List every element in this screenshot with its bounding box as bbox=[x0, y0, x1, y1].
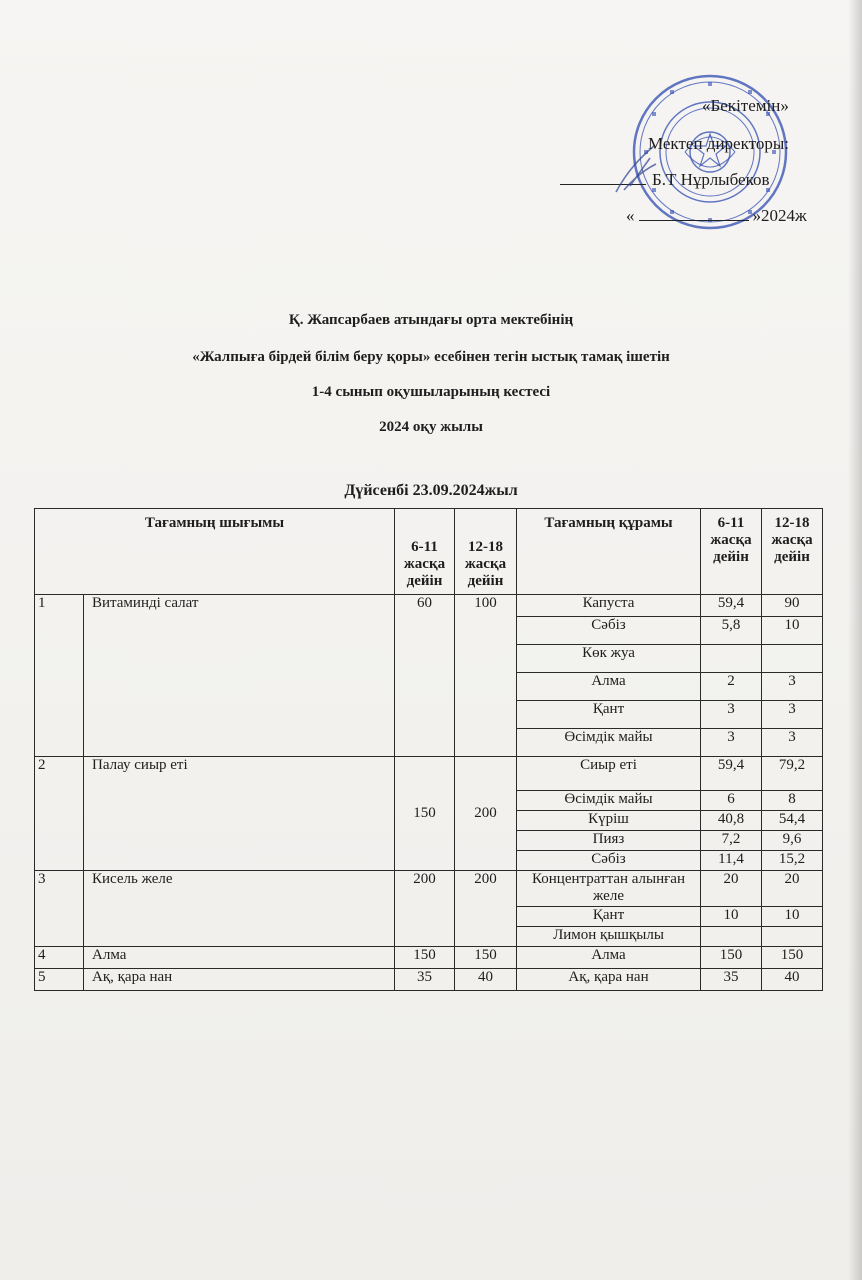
ingredient-6-11: 3 bbox=[701, 729, 762, 757]
menu-table-body bbox=[35, 595, 823, 991]
ingredient-name: Алма bbox=[517, 947, 701, 969]
date-open-quote: « bbox=[626, 206, 635, 225]
header-dish-output: Тағамның шығымы bbox=[35, 509, 395, 595]
dish-output-12-18: 150 bbox=[455, 947, 517, 969]
heading-fund: «Жалпыға бірдей білім беру қоры» есебінен тегін ыстық тамақ ішетін bbox=[192, 349, 670, 365]
menu-table bbox=[34, 508, 823, 991]
dish-number: 2 bbox=[35, 757, 84, 871]
handwritten-signature bbox=[610, 140, 670, 200]
ingredient-6-11: 59,4 bbox=[701, 595, 762, 617]
table-row bbox=[35, 757, 823, 791]
ingredient-6-11: 10 bbox=[701, 907, 762, 927]
ingredient-6-11: 11,4 bbox=[701, 851, 762, 871]
ingredient-6-11 bbox=[701, 645, 762, 673]
ingredient-name: Капуста bbox=[517, 595, 701, 617]
dish-output-6-11: 60 bbox=[395, 595, 455, 757]
ingredient-6-11: 3 bbox=[701, 701, 762, 729]
ingredient-12-18: 3 bbox=[762, 701, 823, 729]
ingredient-name: Қант bbox=[517, 701, 701, 729]
dish-number: 3 bbox=[35, 871, 84, 947]
ingredient-6-11: 20 bbox=[701, 871, 762, 907]
date-blank bbox=[639, 220, 749, 221]
ingredient-12-18: 15,2 bbox=[762, 851, 823, 871]
ingredient-6-11: 6 bbox=[701, 791, 762, 811]
dish-output-6-11: 200 bbox=[395, 871, 455, 947]
ingredient-name: Пияз bbox=[517, 831, 701, 851]
table-row bbox=[35, 969, 823, 991]
ingredient-12-18: 20 bbox=[762, 871, 823, 907]
ingredient-12-18: 8 bbox=[762, 791, 823, 811]
header-age-12-18-b: 12-18 жасқа дейін bbox=[762, 509, 823, 595]
dish-name: Ақ, қара нан bbox=[84, 969, 395, 991]
ingredient-12-18: 10 bbox=[762, 617, 823, 645]
dish-output-12-18: 200 bbox=[455, 871, 517, 947]
ingredient-name: Ақ, қара нан bbox=[517, 969, 701, 991]
ingredient-12-18 bbox=[762, 645, 823, 673]
heading-date: Дүйсенбі 23.09.2024жыл bbox=[344, 482, 518, 499]
date-year: 2024ж bbox=[761, 206, 807, 225]
dish-output-6-11: 35 bbox=[395, 969, 455, 991]
table-row bbox=[35, 871, 823, 907]
table-header-row bbox=[35, 509, 823, 595]
director-name: Б.Т Нұрлыбеков bbox=[652, 170, 770, 189]
dish-number: 1 bbox=[35, 595, 84, 757]
header-age-6-11-b: 6-11 жасқа дейін bbox=[701, 509, 762, 595]
dish-name: Кисель желе bbox=[84, 871, 395, 947]
ingredient-6-11: 150 bbox=[701, 947, 762, 969]
ingredient-12-18: 54,4 bbox=[762, 811, 823, 831]
approval-date bbox=[626, 206, 807, 226]
table-row bbox=[35, 947, 823, 969]
ingredient-12-18: 10 bbox=[762, 907, 823, 927]
approval-position: Мектеп директоры: bbox=[648, 134, 789, 153]
ingredient-name: Лимон қышқылы bbox=[517, 927, 701, 947]
dish-output-12-18: 40 bbox=[455, 969, 517, 991]
ingredient-12-18: 3 bbox=[762, 673, 823, 701]
dish-number: 4 bbox=[35, 947, 84, 969]
ingredient-name: Өсімдік майы bbox=[517, 729, 701, 757]
heading-school: Қ. Жапсарбаев атындағы орта мектебінің bbox=[288, 312, 574, 328]
ingredient-12-18: 9,6 bbox=[762, 831, 823, 851]
ingredient-12-18: 3 bbox=[762, 729, 823, 757]
ingredient-name: Сиыр еті bbox=[517, 757, 701, 791]
ingredient-name: Концентраттан алынған желе bbox=[517, 871, 701, 907]
ingredient-name: Көк жуа bbox=[517, 645, 701, 673]
ingredient-name: Алма bbox=[517, 673, 701, 701]
ingredient-12-18: 79,2 bbox=[762, 757, 823, 791]
approval-block bbox=[560, 90, 840, 240]
dish-output-6-11: 150 bbox=[395, 947, 455, 969]
dish-number: 5 bbox=[35, 969, 84, 991]
heading-grades: 1-4 сынып оқушыларының кестесі bbox=[311, 384, 551, 400]
ingredient-12-18 bbox=[762, 927, 823, 947]
ingredient-6-11: 40,8 bbox=[701, 811, 762, 831]
ingredient-name: Сәбіз bbox=[517, 851, 701, 871]
ingredient-name: Сәбіз bbox=[517, 617, 701, 645]
header-age-12-18: 12-18 жасқа дейін bbox=[455, 509, 517, 595]
ingredient-6-11: 7,2 bbox=[701, 831, 762, 851]
ingredient-12-18: 40 bbox=[762, 969, 823, 991]
dish-output-12-18: 200 bbox=[455, 757, 517, 871]
ingredient-name: Қант bbox=[517, 907, 701, 927]
dish-output-12-18: 100 bbox=[455, 595, 517, 757]
table-row bbox=[35, 595, 823, 617]
ingredient-6-11: 59,4 bbox=[701, 757, 762, 791]
ingredient-6-11: 5,8 bbox=[701, 617, 762, 645]
header-composition: Тағамның құрамы bbox=[517, 509, 701, 595]
approval-title: «Бекітемін» bbox=[702, 96, 789, 115]
dish-name: Алма bbox=[84, 947, 395, 969]
heading-year: 2024 оқу жылы bbox=[379, 419, 483, 435]
ingredient-12-18: 150 bbox=[762, 947, 823, 969]
ingredient-6-11: 2 bbox=[701, 673, 762, 701]
dish-name: Витаминді салат bbox=[84, 595, 395, 757]
dish-output-6-11: 150 bbox=[395, 757, 455, 871]
ingredient-name: Өсімдік майы bbox=[517, 791, 701, 811]
ingredient-6-11: 35 bbox=[701, 969, 762, 991]
ingredient-name: Күріш bbox=[517, 811, 701, 831]
date-close-quote: » bbox=[752, 206, 761, 225]
ingredient-12-18: 90 bbox=[762, 595, 823, 617]
ingredient-6-11 bbox=[701, 927, 762, 947]
header-age-6-11: 6-11 жасқа дейін bbox=[395, 509, 455, 595]
dish-name: Палау сиыр еті bbox=[84, 757, 395, 871]
